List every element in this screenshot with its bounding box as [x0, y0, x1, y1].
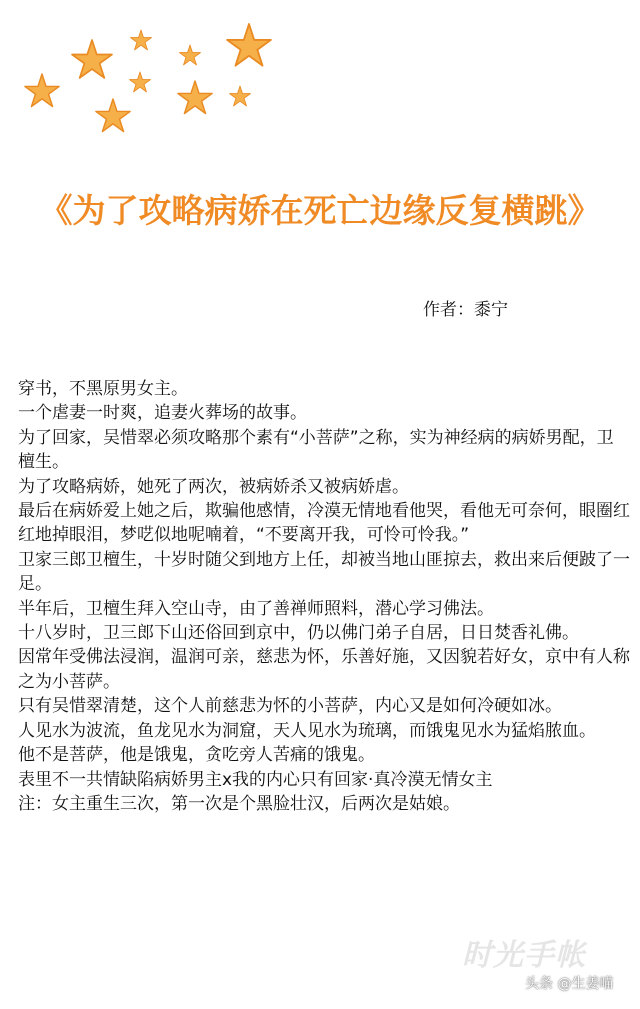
synopsis-paragraph: 因常年受佛法浸润，温润可亲，慈悲为怀，乐善好施，又因貌若好女，京中有人称之为小菩萨。 — [18, 647, 630, 692]
star-icon — [227, 24, 271, 66]
book-title: 《为了攻略病娇在死亡边缘反复横跳》 — [39, 191, 601, 230]
synopsis-paragraph: 只有吴惜翠清楚，这个人前慈悲为怀的小菩萨，内心又是如何冷硬如冰。 — [18, 696, 562, 717]
star-icon — [72, 40, 112, 78]
decorative-stars — [0, 0, 300, 150]
star-icon — [178, 81, 212, 114]
synopsis-paragraph: 注：女主重生三次，第一次是个黑脸壮汉，后两次是姑娘。 — [18, 793, 460, 814]
synopsis-paragraph: 半年后，卫檀生拜入空山寺，由了善禅师照料，潜心学习佛法。 — [18, 598, 494, 619]
author-line: 作者：黍宁 — [423, 300, 508, 320]
watermark-logo: 时光手帐 — [462, 938, 586, 973]
source-tag: 头条 @生姜喵 — [525, 976, 614, 992]
synopsis-paragraph: 最后在病娇爱上她之后，欺骗他感情，冷漠无情地看他哭，看他无可奈何，眼圈红红地掉眼泪，梦呓似地呢喃着，“不要离开我，可怜可怜我。” — [18, 501, 630, 546]
synopsis-paragraph: 穿书，不黑原男女主。 — [18, 379, 188, 399]
star-icon — [180, 45, 201, 65]
synopsis-paragraph: 十八岁时，卫三郎下山还俗回到京中，仍以佛门弟子自居，日日焚香礼佛。 — [18, 623, 579, 644]
synopsis-paragraph: 卫家三郎卫檀生，十岁时随父到地方上任，却被当地山匪掠去，救出来后便跛了一足。 — [18, 549, 630, 595]
synopsis-paragraph: 人见水为波流，鱼龙见水为洞窟，天人见水为琉璃，而饿鬼见水为猛焰脓血。 — [18, 720, 596, 741]
synopsis — [18, 377, 630, 816]
star-icon — [130, 72, 151, 92]
star-icon — [96, 99, 130, 132]
synopsis-paragraph: 他不是菩萨，他是饿鬼，贪吃旁人苦痛的饿鬼。 — [18, 745, 375, 766]
star-icon — [25, 74, 59, 107]
star-icon — [131, 30, 152, 50]
synopsis-paragraph: 为了攻略病娇，她死了两次，被病娇杀又被病娇虐。 — [18, 476, 409, 497]
synopsis-paragraph: 表里不一共情缺陷病娇男主x我的内心只有回家·真冷漠无情女主 — [18, 769, 493, 790]
synopsis-paragraph: 为了回家，吴惜翠必须攻略那个素有“小菩萨”之称，实为神经病的病娇男配，卫檀生。 — [18, 427, 614, 473]
star-icon — [230, 86, 251, 106]
synopsis-paragraph: 一个虐妻一时爽，追妻火葬场的故事。 — [18, 403, 307, 424]
